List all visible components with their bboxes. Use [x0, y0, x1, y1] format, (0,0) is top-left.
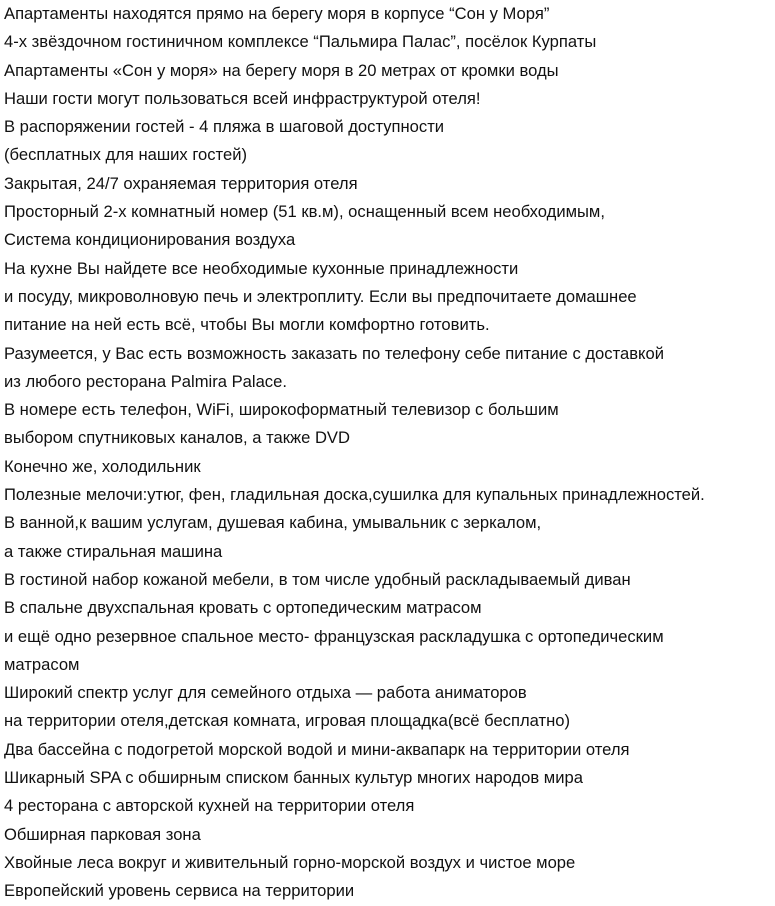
text-line: Широкий спектр услуг для семейного отдыха — работа аниматоров [4, 683, 527, 703]
text-line: и ещё одно резервное спальное место- французская раскладушка с ортопедическим [4, 626, 664, 646]
text-line: Апартаменты «Сон у моря» на берегу моря в 20 метрах от кромки воды [4, 60, 559, 80]
text-line: В номере есть телефон, WiFi, широкоформатный телевизор с большим [4, 400, 559, 420]
text-line: Разумеется, у Вас есть возможность заказать по телефону себе питание с доставкой [4, 343, 664, 363]
text-line: Полезные мелочи:утюг, фен, гладильная доска,сушилка для купальных принадлежностей. [4, 485, 705, 505]
document-body [4, 0, 774, 906]
text-line: на территории отеля,детская комната, игровая площадка(всё бесплатно) [4, 711, 571, 731]
text-line: Обширная парковая зона [4, 824, 201, 844]
text-line: Два бассейна с подогретой морской водой и мини-аквапарк на территории отеля [4, 739, 630, 759]
text-line: Хвойные леса вокруг и живительный горно-морской воздух и чистое море [4, 852, 576, 872]
text-line: а также стиральная машина [4, 541, 223, 561]
text-line: В ванной,к вашим услугам, душевая кабина, умывальник с зеркалом, [4, 513, 542, 533]
text-line: В гостиной набор кожаной мебели, в том числе удобный раскладываемый диван [4, 569, 631, 589]
text-line: 4-х звёздочном гостиничном комплексе “Пальмира Палас”, посёлок Курпаты [4, 32, 597, 52]
text-line: На кухне Вы найдете все необходимые кухонные принадлежности [4, 258, 519, 278]
text-line: матрасом [4, 654, 80, 674]
text-line: питание на ней есть всё, чтобы Вы могли комфортно готовить. [4, 315, 490, 335]
text-line: выбором спутниковых каналов, а также DVD [4, 428, 350, 448]
text-line: Закрытая, 24/7 охраняемая территория отеля [4, 173, 358, 193]
text-line: и посуду, микроволновую печь и электроплиту. Если вы предпочитаете домашнее [4, 286, 637, 306]
text-line: Наши гости могут пользоваться всей инфраструктурой отеля! [4, 88, 481, 108]
text-line: В спальне двухспальная кровать с ортопедическим матрасом [4, 598, 482, 618]
text-line: Конечно же, холодильник [4, 456, 201, 476]
text-line: Апартаменты находятся прямо на берегу моря в корпусе “Сон у Моря” [4, 4, 550, 23]
text-line: Система кондиционирования воздуха [4, 230, 296, 250]
text-line: (бесплатных для наших гостей) [4, 145, 247, 165]
text-line: 4 ресторана с авторской кухней на территории отеля [4, 796, 415, 816]
text-line: В распоряжении гостей - 4 пляжа в шаговой доступности [4, 117, 445, 137]
text-line: Шикарный SPA с обширным списком банных культур многих народов мира [4, 768, 583, 788]
text-line: Просторный 2-х комнатный номер (51 кв.м), оснащенный всем необходимым, [4, 202, 605, 222]
text-line: Европейский уровень сервиса на территории [4, 881, 355, 901]
text-line: из любого ресторана Palmira Palace. [4, 371, 287, 391]
